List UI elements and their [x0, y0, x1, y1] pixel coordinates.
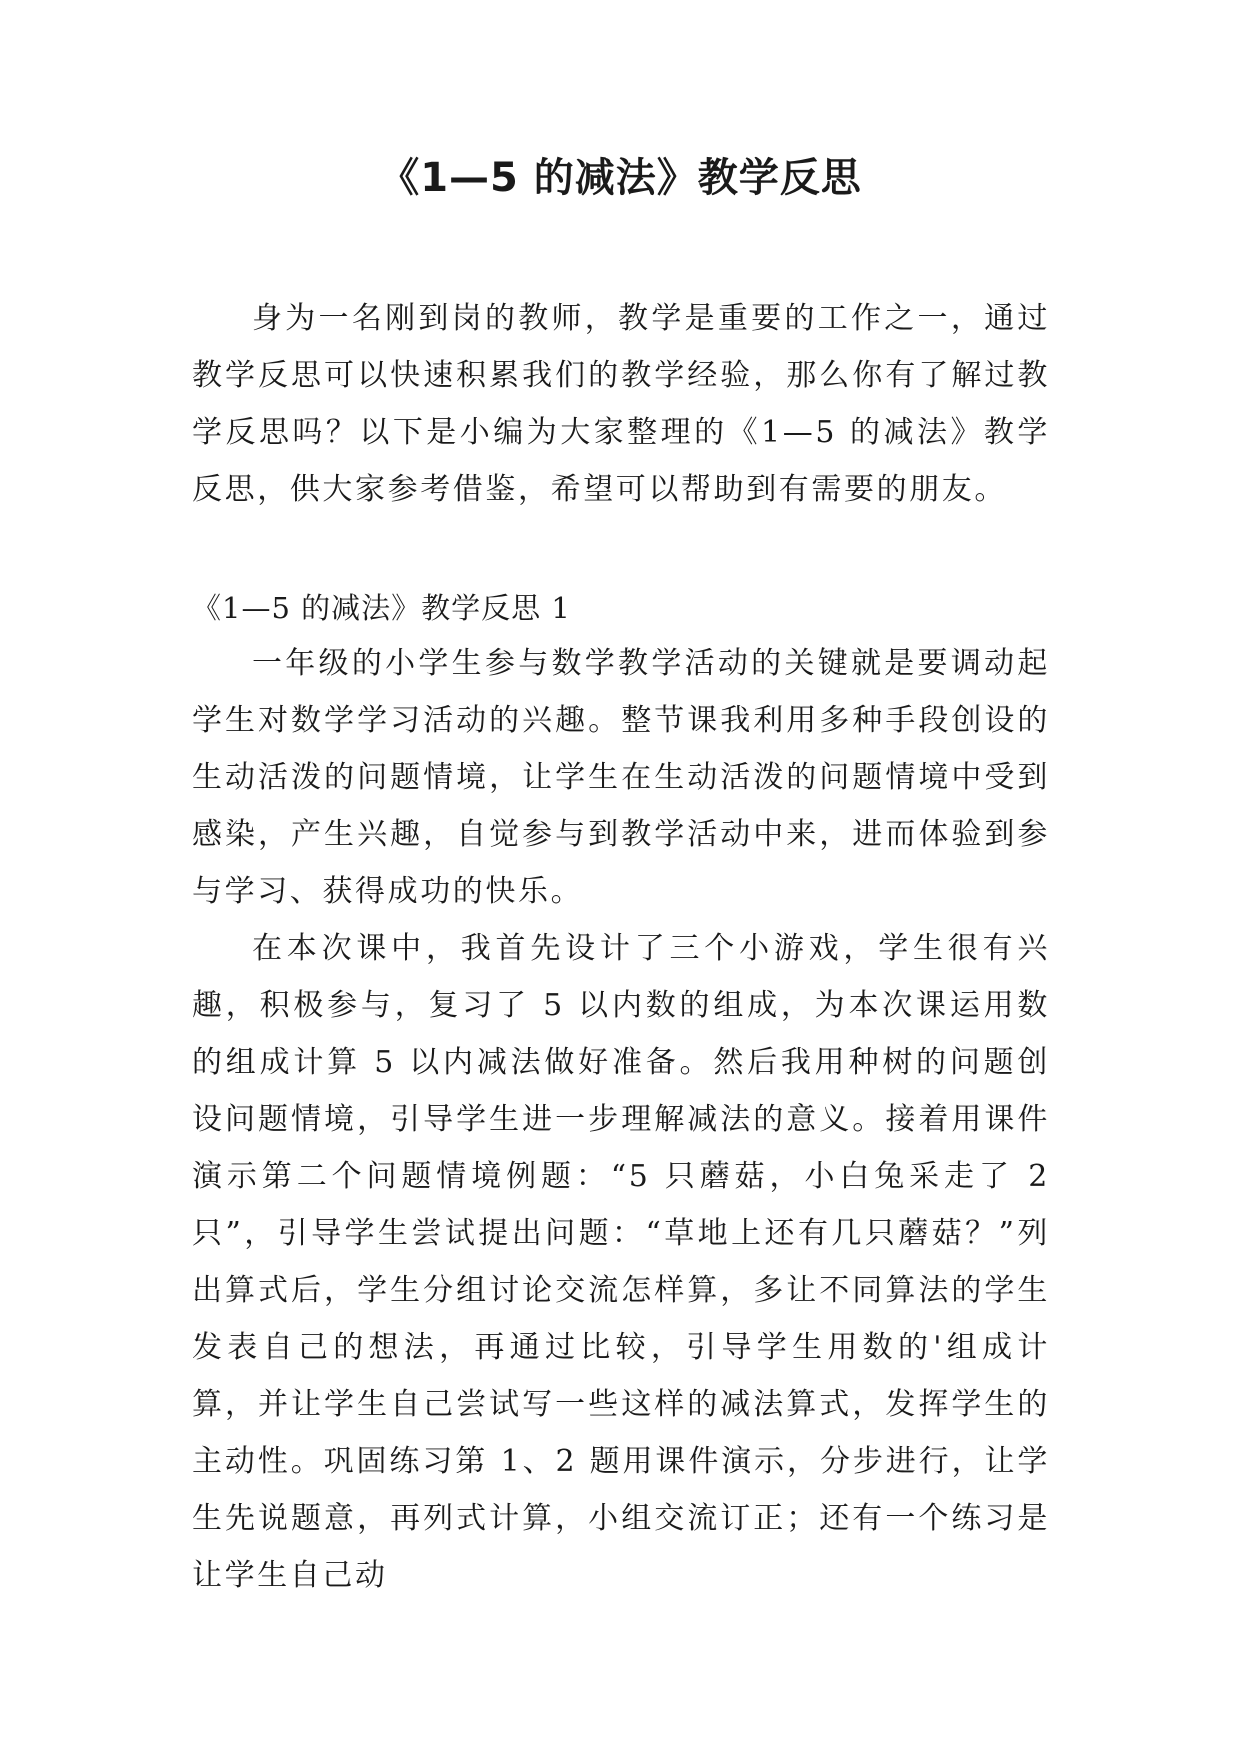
intro-block	[192, 290, 1050, 518]
body-paragraph-2: 在本次课中，我首先设计了三个小游戏，学生很有兴趣，积极参与，复习了 5 以内数的组成，为本次课运用数的组成计算 5 以内减法做好准备。然后我用种树的问题创设问题情境，引导学生进一步理解减法的意义。接着用课件演示第二个问题情境例题：“5 只蘑菇，小白兔采走了 2 只”，引导学生尝试提出问题：“草地上还有几只蘑菇？”列出算式后，学生分组讨论交流怎样算，多让不同算法的学生发表自己的想法，再通过比较，引导学生用数的'组成计算，并让学生自己尝试写一些这样的减法算式，发挥学生的主动性。巩固练习第 1、2 题用课件演示，分步进行，让学生先说题意，再列式计算，小组交流订正；还有一个练习是让学生自己动	[192, 931, 1050, 1593]
document-title: 《1—5 的减法》教学反思	[379, 155, 862, 201]
section-body	[192, 635, 1050, 1604]
intro-paragraph: 身为一名刚到岗的教师，教学是重要的工作之一，通过教学反思可以快速积累我们的教学经验，那么你有了解过教学反思吗？以下是小编为大家整理的《1—5 的减法》教学反思，供大家参考借鉴，希望可以帮助到有需要的朋友。	[192, 301, 1050, 507]
body-paragraph-1: 一年级的小学生参与数学教学活动的关键就是要调动起学生对数学学习活动的兴趣。整节课我利用多种手段创设的生动活泼的问题情境，让学生在生动活泼的问题情境中受到感染，产生兴趣，自觉参与到教学活动中来，进而体验到参与学习、获得成功的快乐。	[192, 646, 1050, 909]
section-heading: 《1—5 的减法》教学反思 1	[192, 591, 571, 625]
